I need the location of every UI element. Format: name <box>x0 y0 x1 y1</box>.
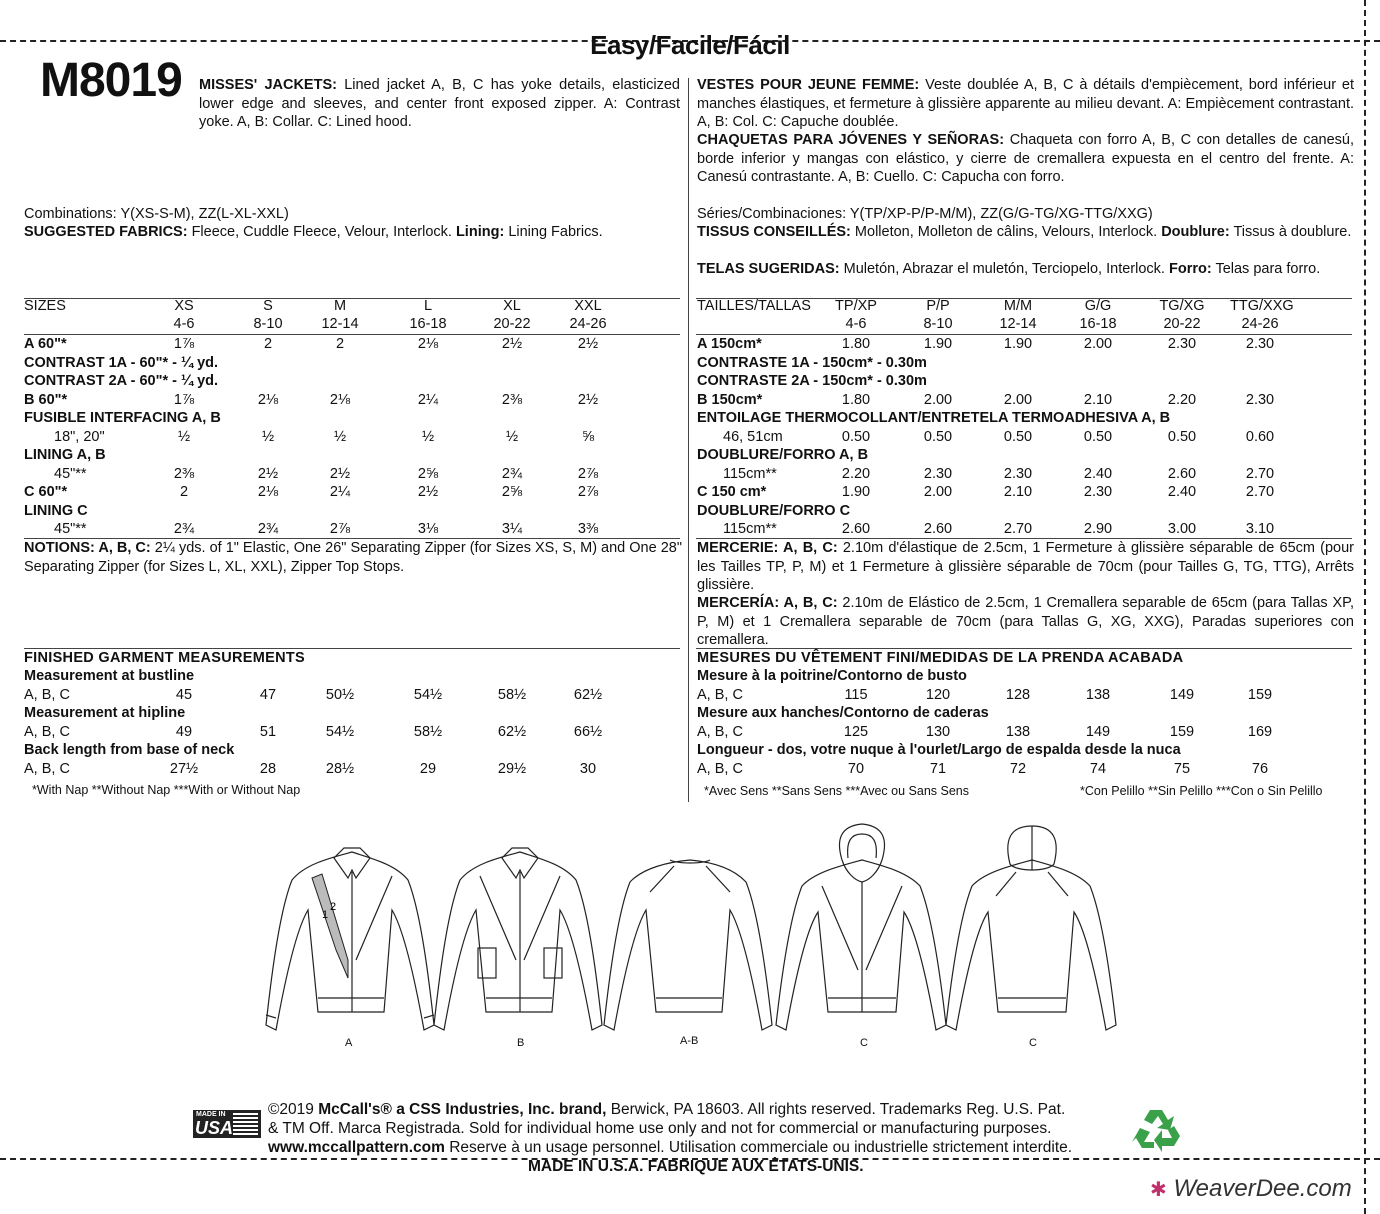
yardage-value: 2.00 <box>923 391 953 408</box>
yardage-value: 2½ <box>577 336 599 352</box>
yardage-value: 2.20 <box>1167 391 1197 408</box>
yardage-value: ½ <box>177 428 191 445</box>
fabrics-en-bold: SUGGESTED FABRICS: <box>24 224 188 240</box>
yardage-value: 0.50 <box>1003 428 1033 445</box>
yardage-row-label: LINING C <box>24 502 88 519</box>
size-range: 16-18 <box>409 316 447 332</box>
measurement-value: 130 <box>925 724 951 740</box>
yardage-value: 2.00 <box>923 484 953 500</box>
view-label-a: A <box>345 1037 353 1049</box>
copyright-year: ©2019 <box>268 1101 314 1118</box>
notions-en-text: 2¼ yds. of 1" Elastic, One 26" Separating Zipper (for Sizes XS, S, M) and One 28" Separating Zipper (for Sizes L, XL, XXL), Zipper Top Stops. <box>24 540 682 575</box>
desc-fr-text: Veste doublée A, B, C à détails d'empiècement, bord inférieur et manches élastiques, et fermeture à glissière apparente au milieu devant. A: Empiècement contrastant. A, B: Col. C: Capuche doublée. <box>697 77 1354 130</box>
column-divider <box>688 78 689 802</box>
fabrics-fr <box>697 223 1354 242</box>
desc-es-text: Chaqueta con forro A, B, C con detalles de canesú, borde inferior y mangas con elástico, y cierre de cremallera expuesta en el centro del frente. A: Canesú contrastante. A, B: Cuello. C: Capucha con forro. <box>697 132 1354 185</box>
view-label-c-front: C <box>860 1037 868 1049</box>
notions-es <box>697 594 1354 650</box>
copyright-address: Berwick, PA 18603. All rights reserved. Trademarks Reg. U.S. Pat. <box>610 1101 1066 1118</box>
size-range: 20-22 <box>1163 316 1201 332</box>
desc-en-bold: MISSES' JACKETS: <box>199 77 337 93</box>
notions-fr-text: 2.10m d'élastique de 2.5cm, 1 Fermeture à glissière séparable de 65cm (pour les Tailles TP, P, M) et 1 Fermeture à glissière séparable de 70cm (pour Tailles G, TG, TTG), Arrêts glissière. <box>697 540 1354 593</box>
size-name: TG/XG <box>1159 298 1205 314</box>
fabrics-es <box>697 260 1354 279</box>
yoke-piece-1: 1 <box>322 909 329 921</box>
measurement-label: A, B, C <box>24 761 70 777</box>
size-name: G/G <box>1084 298 1112 314</box>
yardage-value: 2¾ <box>173 521 195 537</box>
yardage-row-label: 18", 20" <box>54 428 105 445</box>
reserve-text: Reserve à un usage personnel. Utilisation commerciale ou industrielle strictement interdite. <box>449 1139 1073 1156</box>
fabrics-en <box>24 223 680 242</box>
yardage-value: 2.70 <box>1003 521 1033 537</box>
yardage-value: 2.70 <box>1245 465 1275 482</box>
yardage-value: 2.30 <box>1083 484 1113 500</box>
measurement-label: A, B, C <box>697 724 743 740</box>
notions-en-bold: NOTIONS: A, B, C: <box>24 540 151 556</box>
yardage-value: 2.10 <box>1083 391 1113 408</box>
size-name: XXL <box>574 298 602 314</box>
yardage-value: 2.30 <box>1003 465 1033 482</box>
size-range: 16-18 <box>1079 316 1117 332</box>
measurement-value: 149 <box>1085 724 1111 740</box>
footnote-en: *With Nap **Without Nap ***With or Without Nap <box>32 783 301 797</box>
measurement-value: 47 <box>259 687 277 703</box>
yardage-value: 2⅛ <box>329 391 351 408</box>
yardage-value: 2¼ <box>329 484 351 500</box>
yardage-value: 2 <box>179 484 189 500</box>
measurement-value: 50½ <box>325 687 355 703</box>
yardage-row-label: CONTRAST 2A - 60"* - ¼ yd. <box>24 373 219 389</box>
watermark <box>1150 1175 1352 1202</box>
view-label-ab: A-B <box>680 1035 699 1047</box>
yoke-piece-2: 2 <box>330 901 337 913</box>
notions-en <box>24 539 682 576</box>
desc-fr <box>697 76 1354 132</box>
view-a-drawing <box>266 848 434 1030</box>
yardage-value: 2.30 <box>923 465 953 482</box>
measurement-value: 159 <box>1247 687 1273 703</box>
recycle-icon <box>1130 1106 1182 1154</box>
notions-fr <box>697 539 1354 595</box>
yardage-row-label: LINING A, B <box>24 447 106 463</box>
copyright-block <box>268 1100 1128 1176</box>
yardage-row-label: 45"** <box>54 465 87 482</box>
page-title: Easy/Facile/Fácil <box>590 30 790 60</box>
measurement-label: A, B, C <box>24 724 70 740</box>
measurement-value: 71 <box>929 761 947 777</box>
fabrics-en-lining: Lining Fabrics. <box>508 224 603 240</box>
combinations-fr: Séries/Combinaciones: Y(TP/XP-P/P-M/M), ZZ(G/G-TG/XG-TTG/XXG) <box>697 206 1153 222</box>
watermark-text: WeaverDee.com <box>1173 1175 1352 1202</box>
copyright-line-1 <box>268 1100 1128 1119</box>
yardage-value: 0.50 <box>841 428 871 445</box>
measurement-label: A, B, C <box>697 687 743 703</box>
measurement-value: 51 <box>259 724 277 740</box>
measurement-value: 62½ <box>573 687 603 703</box>
fabrics-en-text: Fleece, Cuddle Fleece, Velour, Interlock. <box>191 224 452 240</box>
size-name: TP/XP <box>835 298 877 314</box>
measurement-value: 28½ <box>325 761 355 777</box>
measurement-value: 75 <box>1173 761 1191 777</box>
sizes-label: TAILLES/TALLAS <box>697 298 811 314</box>
yardage-value: 1.80 <box>841 336 871 352</box>
size-name: M <box>333 298 347 314</box>
desc-en <box>199 76 680 132</box>
yardage-value: ½ <box>261 428 275 445</box>
yardage-row-label: 46, 51cm <box>723 428 783 445</box>
measurement-value: 54½ <box>413 687 443 703</box>
size-name: TTG/XXG <box>1230 298 1294 314</box>
yardage-value: 2¾ <box>257 521 279 537</box>
yardage-row-label: B 60"* <box>24 391 68 408</box>
measurement-title: Longueur - dos, votre nuque à l'ourlet/Largo de espalda desde la nuca <box>697 742 1181 758</box>
copyright-line-2: & TM Off. Marca Registrada. Sold for individual home use only and not for commercial or manufacturing purposes. <box>268 1120 1052 1137</box>
size-range: 8-10 <box>923 316 953 332</box>
yardage-row-label: 45"** <box>54 521 87 537</box>
measurement-value: 58½ <box>413 724 443 740</box>
measurement-value: 72 <box>1009 761 1027 777</box>
size-name: L <box>423 298 433 314</box>
pattern-number: M8019 <box>40 54 182 107</box>
yardage-value: 3.00 <box>1167 521 1197 537</box>
yardage-value: 2⅜ <box>501 391 523 408</box>
measurement-value: 138 <box>1005 724 1031 740</box>
yardage-value: 2⅛ <box>257 484 279 500</box>
size-range: 12-14 <box>321 316 359 332</box>
yardage-value: 2⅛ <box>417 336 439 352</box>
fabrics-es-lining: Telas para forro. <box>1215 261 1321 277</box>
yardage-value: ½ <box>421 428 435 445</box>
usa-logo-top: MADE IN <box>196 1111 226 1118</box>
measurement-title: Back length from base of neck <box>24 742 235 758</box>
yardage-value: 2.90 <box>1083 521 1113 537</box>
size-name: P/P <box>926 298 950 314</box>
sizes-label: SIZES <box>24 298 66 314</box>
desc-es-bold: CHAQUETAS PARA JÓVENES Y SEÑORAS: <box>697 132 1005 148</box>
yardage-value: 1.90 <box>841 484 871 500</box>
measurement-value: 169 <box>1247 724 1273 740</box>
yardage-row-label: B 150cm* <box>697 391 763 408</box>
copyright-line-3 <box>268 1138 1128 1157</box>
yardage-value: 2.60 <box>841 521 871 537</box>
yardage-value: 2⅞ <box>577 465 599 482</box>
desc-fr-bold: VESTES POUR JEUNE FEMME: <box>697 77 920 93</box>
measurement-value: 149 <box>1169 687 1195 703</box>
yardage-value: 0.50 <box>1167 428 1197 445</box>
measurement-title: Measurement at bustline <box>24 668 195 684</box>
yardage-value: 0.50 <box>923 428 953 445</box>
yardage-value: ½ <box>333 428 347 445</box>
yardage-value: 2½ <box>257 465 279 482</box>
yardage-value: 1.80 <box>841 391 871 408</box>
fabrics-fr-bold: TISSUS CONSEILLÉS: <box>697 224 851 240</box>
size-range: 24-26 <box>569 316 607 332</box>
measurement-value: 62½ <box>497 724 527 740</box>
yardage-value: 0.60 <box>1245 428 1275 445</box>
view-label-b: B <box>517 1037 525 1049</box>
yardage-value: 2.70 <box>1245 484 1275 500</box>
measurement-value: 76 <box>1251 761 1269 777</box>
measurement-value: 49 <box>175 724 193 740</box>
yardage-row-label: DOUBLURE/FORRO A, B <box>697 447 869 463</box>
yardage-row-label: 115cm** <box>723 521 777 537</box>
yardage-value: 2.40 <box>1167 484 1197 500</box>
usa-logo-bottom: USA <box>195 1118 234 1138</box>
yardage-value: 2½ <box>329 465 351 482</box>
measurement-value: 66½ <box>573 724 603 740</box>
yardage-value: 1.90 <box>1003 336 1033 352</box>
measurement-value: 45 <box>175 687 193 703</box>
measurement-value: 29½ <box>497 761 527 777</box>
measurement-value: 54½ <box>325 724 355 740</box>
yardage-value: 0.50 <box>1083 428 1113 445</box>
footnote-fr: *Avec Sens **Sans Sens ***Avec ou Sans Sens <box>704 784 969 798</box>
size-name: XS <box>174 298 194 314</box>
flag-stripes-icon <box>233 1113 258 1135</box>
fabrics-fr-lining-bold: Doublure: <box>1161 224 1230 240</box>
measurement-value: 30 <box>579 761 597 777</box>
yardage-value: 2.00 <box>1083 336 1113 352</box>
measurement-value: 29 <box>419 761 437 777</box>
yardage-value: 2.30 <box>1245 336 1275 352</box>
fabrics-es-bold: TELAS SUGERIDAS: <box>697 261 840 277</box>
yardage-value: 2⅞ <box>329 521 351 537</box>
yardage-value: 3⅛ <box>417 521 439 537</box>
yardage-row-label: FUSIBLE INTERFACING A, B <box>24 410 221 426</box>
measurements-heading: FINISHED GARMENT MEASUREMENTS <box>24 650 305 666</box>
measurement-value: 28 <box>259 761 277 777</box>
desc-es <box>697 131 1354 187</box>
notions-es-bold: MERCERÍA: A, B, C: <box>697 595 838 611</box>
notions-fr-bold: MERCERIE: A, B, C: <box>697 540 838 556</box>
yardage-value: 2⅞ <box>577 484 599 500</box>
yardage-value: 3¼ <box>501 521 523 537</box>
watermark-icon: ✱ <box>1150 1179 1167 1201</box>
yardage-value: 1⅞ <box>173 391 195 408</box>
size-range: 24-26 <box>1241 316 1279 332</box>
yardage-value: 2.20 <box>841 465 871 482</box>
fabrics-en-lining-bold: Lining: <box>455 224 505 240</box>
measurement-title: Mesure aux hanches/Contorno de caderas <box>697 705 989 721</box>
website-link[interactable]: www.mccallpattern.com <box>268 1139 445 1156</box>
footnote-es: *Con Pelillo **Sin Pelillo ***Con o Sin Pelillo <box>1080 784 1323 798</box>
made-in-usa-text: MADE IN U.S.A. FABRIQUE AUX ÉTATS-UNIS. <box>528 1158 864 1175</box>
fabrics-fr-text: Molleton, Molleton de câlins, Velours, Interlock. <box>854 224 1158 240</box>
yardage-row-label: A 150cm* <box>697 336 762 352</box>
yardage-value: 2.30 <box>1167 336 1197 352</box>
measurement-label: A, B, C <box>697 761 743 777</box>
view-label-c-back: C <box>1029 1037 1037 1049</box>
fabrics-es-text: Muletón, Abrazar el muletón, Terciopelo, Interlock. <box>843 261 1165 277</box>
measurement-value: 58½ <box>497 687 527 703</box>
measurement-value: 120 <box>925 687 951 703</box>
measurements-heading: MESURES DU VÊTEMENT FINI/MEDIDAS DE LA PRENDA ACABADA <box>697 650 1184 666</box>
yardage-row-label: CONTRAST 1A - 60"* - ¼ yd. <box>24 354 219 371</box>
measurement-value: 27½ <box>169 761 199 777</box>
yardage-value: 2.10 <box>1003 484 1033 500</box>
yardage-row-label: ENTOILAGE THERMOCOLLANT/ENTRETELA TERMOADHESIVA A, B <box>697 410 1171 426</box>
yardage-value: 1⅞ <box>173 336 195 352</box>
size-name: S <box>263 298 273 314</box>
yardage-value: 3⅜ <box>577 521 599 537</box>
yardage-row-label: A 60"* <box>24 336 67 352</box>
size-range: 12-14 <box>999 316 1037 332</box>
size-name: XL <box>503 298 521 314</box>
yardage-value: 2.30 <box>1245 391 1275 408</box>
size-range: 4-6 <box>845 316 867 332</box>
yardage-value: 2.00 <box>1003 391 1033 408</box>
yardage-row-label: CONTRASTE 1A - 150cm* - 0.30m <box>697 354 927 371</box>
measurement-value: 70 <box>847 761 865 777</box>
measurement-value: 138 <box>1085 687 1111 703</box>
yardage-value: ⅝ <box>581 428 595 445</box>
yardage-value: 3.10 <box>1245 521 1275 537</box>
copyright-brand: McCall's® a CSS Industries, Inc. brand, <box>318 1101 607 1118</box>
yardage-value: 2.60 <box>1167 465 1197 482</box>
yardage-row-label: DOUBLURE/FORRO C <box>697 502 851 519</box>
size-range: 8-10 <box>253 316 283 332</box>
yardage-row-label: CONTRASTE 2A - 150cm* - 0.30m <box>697 373 927 389</box>
yardage-value: 2¼ <box>417 391 439 408</box>
yardage-value: 2⅜ <box>173 465 195 482</box>
yardage-value: ½ <box>505 428 519 445</box>
desc-en-text: Lined jacket A, B, C has yoke details, elasticized lower edge and sleeves, and center front exposed zipper. A: Contrast yoke. A, B: Collar. C: Lined hood. <box>199 77 680 130</box>
yardage-value: 1.90 <box>923 336 953 352</box>
measurement-value: 74 <box>1089 761 1107 777</box>
measurement-value: 128 <box>1005 687 1031 703</box>
measurement-label: A, B, C <box>24 687 70 703</box>
view-b-drawing <box>434 848 602 1030</box>
yardage-value: 2⅝ <box>417 465 439 482</box>
fabrics-fr-lining: Tissus à doublure. <box>1233 224 1352 240</box>
measurement-value: 115 <box>844 687 868 703</box>
measurement-title: Mesure à la poitrine/Contorno de busto <box>697 668 967 684</box>
size-range: 20-22 <box>493 316 531 332</box>
yardage-value: 2 <box>263 336 273 352</box>
yardage-row-label: C 150 cm* <box>697 484 767 500</box>
yardage-row-label: C 60"* <box>24 484 68 500</box>
size-range: 4-6 <box>173 316 195 332</box>
view-c-front-drawing <box>776 824 946 1030</box>
size-name: M/M <box>1003 298 1033 314</box>
yardage-value: 2.60 <box>923 521 953 537</box>
measurement-value: 125 <box>843 724 869 740</box>
measurement-value: 159 <box>1169 724 1195 740</box>
made-in-usa-logo <box>193 1110 261 1138</box>
combinations-en: Combinations: Y(XS-S-M), ZZ(L-XL-XXL) <box>24 206 289 222</box>
view-ab-back-drawing <box>604 860 772 1030</box>
yardage-value: 2⅝ <box>501 484 523 500</box>
view-c-back-drawing <box>946 826 1116 1030</box>
measurement-title: Measurement at hipline <box>24 705 186 721</box>
yardage-value: 2 <box>335 336 345 352</box>
yardage-value: 2⅛ <box>257 391 279 408</box>
yardage-value: 2½ <box>417 484 439 500</box>
notions-es-text: 2.10m de Elástico de 2.5cm, 1 Cremallera separable de 65cm (para Tallas XP, P, M) et 1 Cremallera separable de 70cm (para Tallas G, XG, XXG), Paradas superiores con cremallera. <box>697 595 1355 648</box>
yardage-row-label: 115cm** <box>723 465 777 482</box>
yardage-value: 2½ <box>501 336 523 352</box>
yardage-value: 2½ <box>577 391 599 408</box>
fabrics-es-lining-bold: Forro: <box>1168 261 1212 277</box>
yardage-value: 2¾ <box>501 465 523 482</box>
technical-drawings <box>0 800 1380 1040</box>
yardage-value: 2.40 <box>1083 465 1113 482</box>
